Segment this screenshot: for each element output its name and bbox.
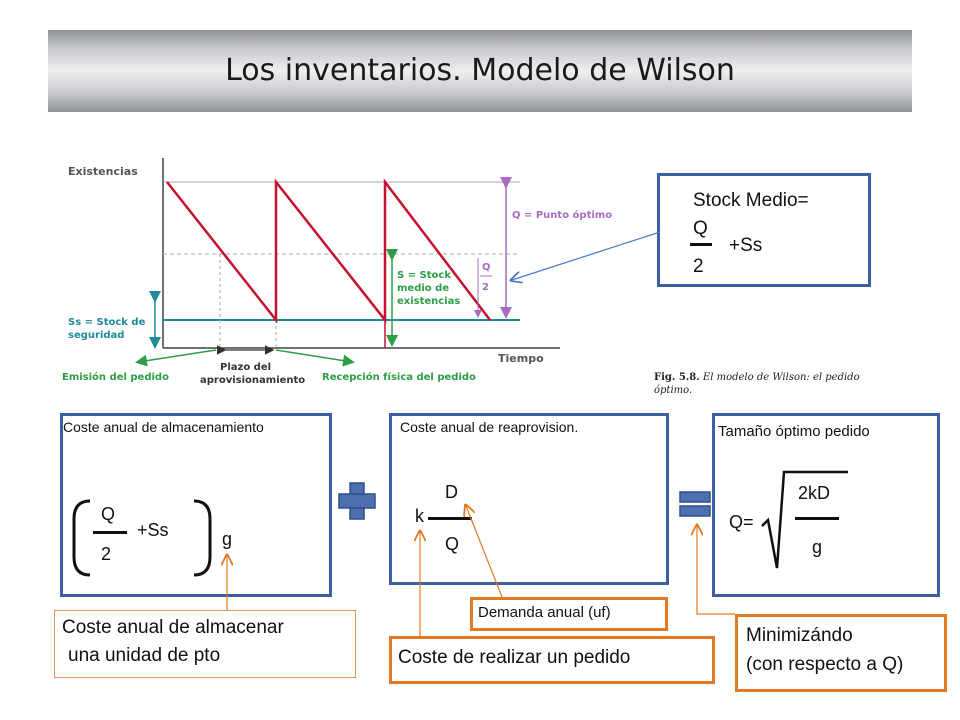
demanda-label: Demanda anual (uf) (478, 604, 611, 621)
almac-2: 2 (101, 544, 112, 564)
reaprov-d: D (445, 482, 458, 502)
plazo-label-2: aprovisionamiento (200, 375, 306, 386)
almacenar-line1: Coste anual de almacenar (62, 617, 284, 638)
q-frac-num: Q (482, 262, 491, 273)
optimo-g: g (812, 537, 823, 557)
recepcion-label: Recepción física del pedido (322, 372, 476, 383)
ss-label-1: Ss = Stock de (68, 317, 146, 328)
optimo-label: Tamaño óptimo pedido (718, 423, 870, 440)
emision-label: Emisión del pedido (62, 372, 169, 383)
almac-g: g (222, 529, 233, 549)
q-point-label: Q = Punto óptimo (512, 210, 613, 221)
minimizando-line2: (con respecto a Q) (746, 654, 904, 675)
s-label-3: existencias (397, 296, 461, 307)
fig-caption-2: óptimo. (654, 385, 693, 396)
almacenamiento-label: Coste anual de almacenamiento (63, 419, 264, 435)
page-title: Los inventarios. Modelo de Wilson (225, 53, 735, 88)
stock-plus-ss: +Ss (729, 235, 763, 256)
s-label-2: medio de (397, 283, 450, 294)
almac-plus-ss: +Ss (137, 520, 169, 540)
q-frac-den: 2 (482, 282, 489, 293)
stock-medio-label: Stock Medio= (693, 190, 809, 211)
reaprov-k: k (415, 506, 424, 526)
reaprov-q: Q (445, 534, 460, 554)
plazo-label-1: Plazo del (220, 362, 272, 373)
y-axis-label: Existencias (68, 165, 138, 178)
pedido-label: Coste de realizar un pedido (398, 647, 631, 668)
minimizando-line1: Minimizándo (746, 625, 853, 646)
optimo-num: 2kD (798, 483, 831, 503)
fig-number: Fig. 5.8. (654, 372, 700, 383)
almacenar-line2: una unidad de pto (68, 645, 221, 666)
reaprovision-label: Coste anual de reaprovision. (400, 419, 579, 435)
x-axis-label: Tiempo (498, 352, 544, 365)
stock-2: 2 (693, 256, 704, 277)
s-label-1: S = Stock (397, 270, 451, 281)
almac-q: Q (101, 504, 116, 524)
ss-label-2: seguridad (68, 330, 125, 341)
fig-caption-1: El modelo de Wilson: el pedido (702, 372, 860, 383)
optimo-lhs: Q= (729, 512, 754, 532)
stock-q: Q (693, 218, 708, 239)
